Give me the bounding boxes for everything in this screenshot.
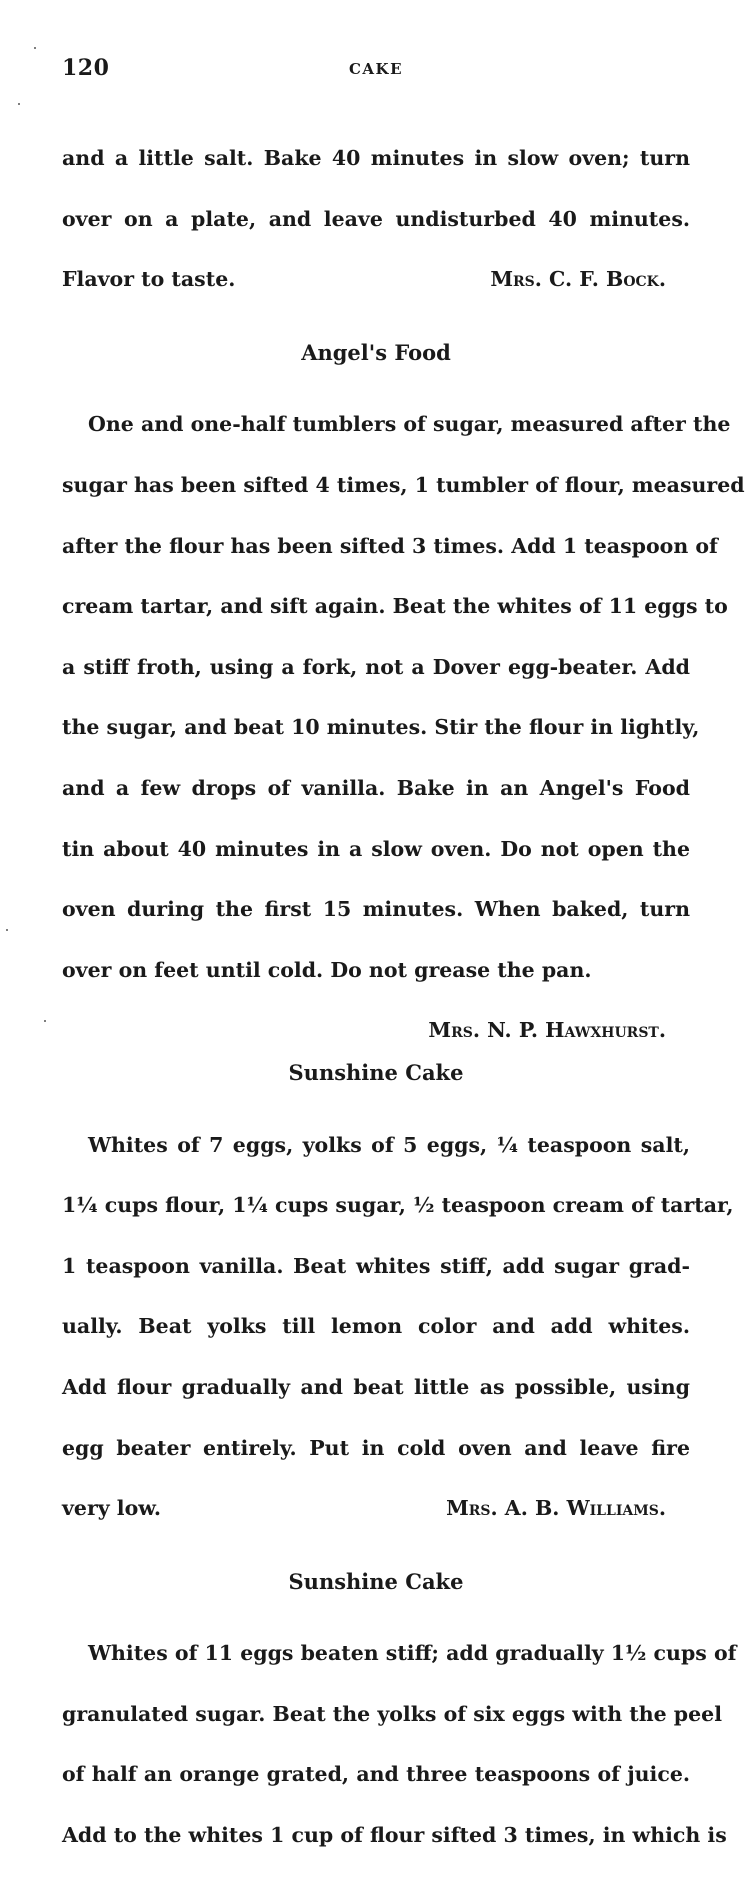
text-line: One and one-half tumblers of sugar, measured after the xyxy=(88,412,731,437)
text-line: 1¼ cups flour, 1¼ cups sugar, ½ teaspoon cream of tartar, xyxy=(62,1193,734,1218)
text-line: Whites of 11 eggs beaten stiff; add gradually 1½ cups of xyxy=(88,1641,737,1666)
text-line: cream tartar, and sift again. Beat the whites of 11 eggs to xyxy=(62,594,728,619)
recipe-author: Mrs. C. F. Bock. xyxy=(490,267,666,292)
scan-speck xyxy=(18,103,20,105)
page-header xyxy=(62,55,690,85)
text-line: a stiff froth, using a fork, not a Dover egg-beater. Add xyxy=(62,654,690,679)
recipe-body xyxy=(62,1608,737,1880)
recipe-title: Sunshine Cake xyxy=(288,1060,464,1086)
text-line: Whites of 7 eggs, yolks of 5 eggs, ¼ teaspoon salt, xyxy=(88,1132,690,1157)
text-line: the sugar, and beat 10 minutes. Stir the flour in lightly, xyxy=(62,715,700,740)
recipe-body xyxy=(62,1099,734,1553)
text-line: Add flour gradually and beat little as possible, using xyxy=(62,1374,690,1399)
text-line: 1 teaspoon vanilla. Beat whites stiff, add sugar grad- xyxy=(62,1253,690,1278)
text-line-end: very low. xyxy=(62,1496,161,1521)
recipe-author: Mrs. N. P. Hawxhurst. xyxy=(428,1018,666,1043)
text-line: Add to the whites 1 cup of flour sifted 3 times, in which is xyxy=(62,1822,727,1847)
text-line: ually. Beat yolks till lemon color and add whites. xyxy=(62,1314,690,1339)
recipe-body xyxy=(62,379,745,1015)
text-line: tin about 40 minutes in a slow oven. Do not open the xyxy=(62,836,690,861)
recipe-author: Mrs. A. B. Williams. xyxy=(446,1496,666,1521)
scan-speck xyxy=(6,929,8,931)
signature-line xyxy=(62,264,690,294)
text-line: egg beater entirely. Put in cold oven and leave fire xyxy=(62,1435,690,1460)
running-head: CAKE xyxy=(348,60,404,78)
recipe-title: Angel's Food xyxy=(301,340,451,366)
text-line: of half an orange grated, and three teaspoons of juice. xyxy=(62,1762,690,1787)
text-line: after the flour has been sifted 3 times. Add 1 teaspoon of xyxy=(62,533,718,558)
text-line: and a few drops of vanilla. Bake in an Angel's Food xyxy=(62,775,690,800)
scan-speck xyxy=(34,47,36,49)
text-line: granulated sugar. Beat the yolks of six eggs with the peel xyxy=(62,1701,723,1726)
scan-speck xyxy=(44,1020,46,1022)
text-line-end: Flavor to taste. xyxy=(62,267,236,292)
text-line: sugar has been sifted 4 times, 1 tumbler of flour, measured xyxy=(62,472,745,497)
recipe-title: Sunshine Cake xyxy=(288,1568,464,1594)
text-line: over on feet until cold. Do not grease the pan. xyxy=(62,957,592,982)
signature-line xyxy=(62,1493,690,1523)
page-content xyxy=(62,113,745,1880)
text-line: oven during the first 15 minutes. When baked, turn xyxy=(62,897,690,922)
page-number: 120 xyxy=(62,55,110,81)
intro-paragraph xyxy=(62,113,690,325)
text-line: over on a plate, and leave undisturbed 40 minutes. xyxy=(62,206,690,231)
text-line: and a little salt. Bake 40 minutes in slow oven; turn xyxy=(62,146,690,171)
